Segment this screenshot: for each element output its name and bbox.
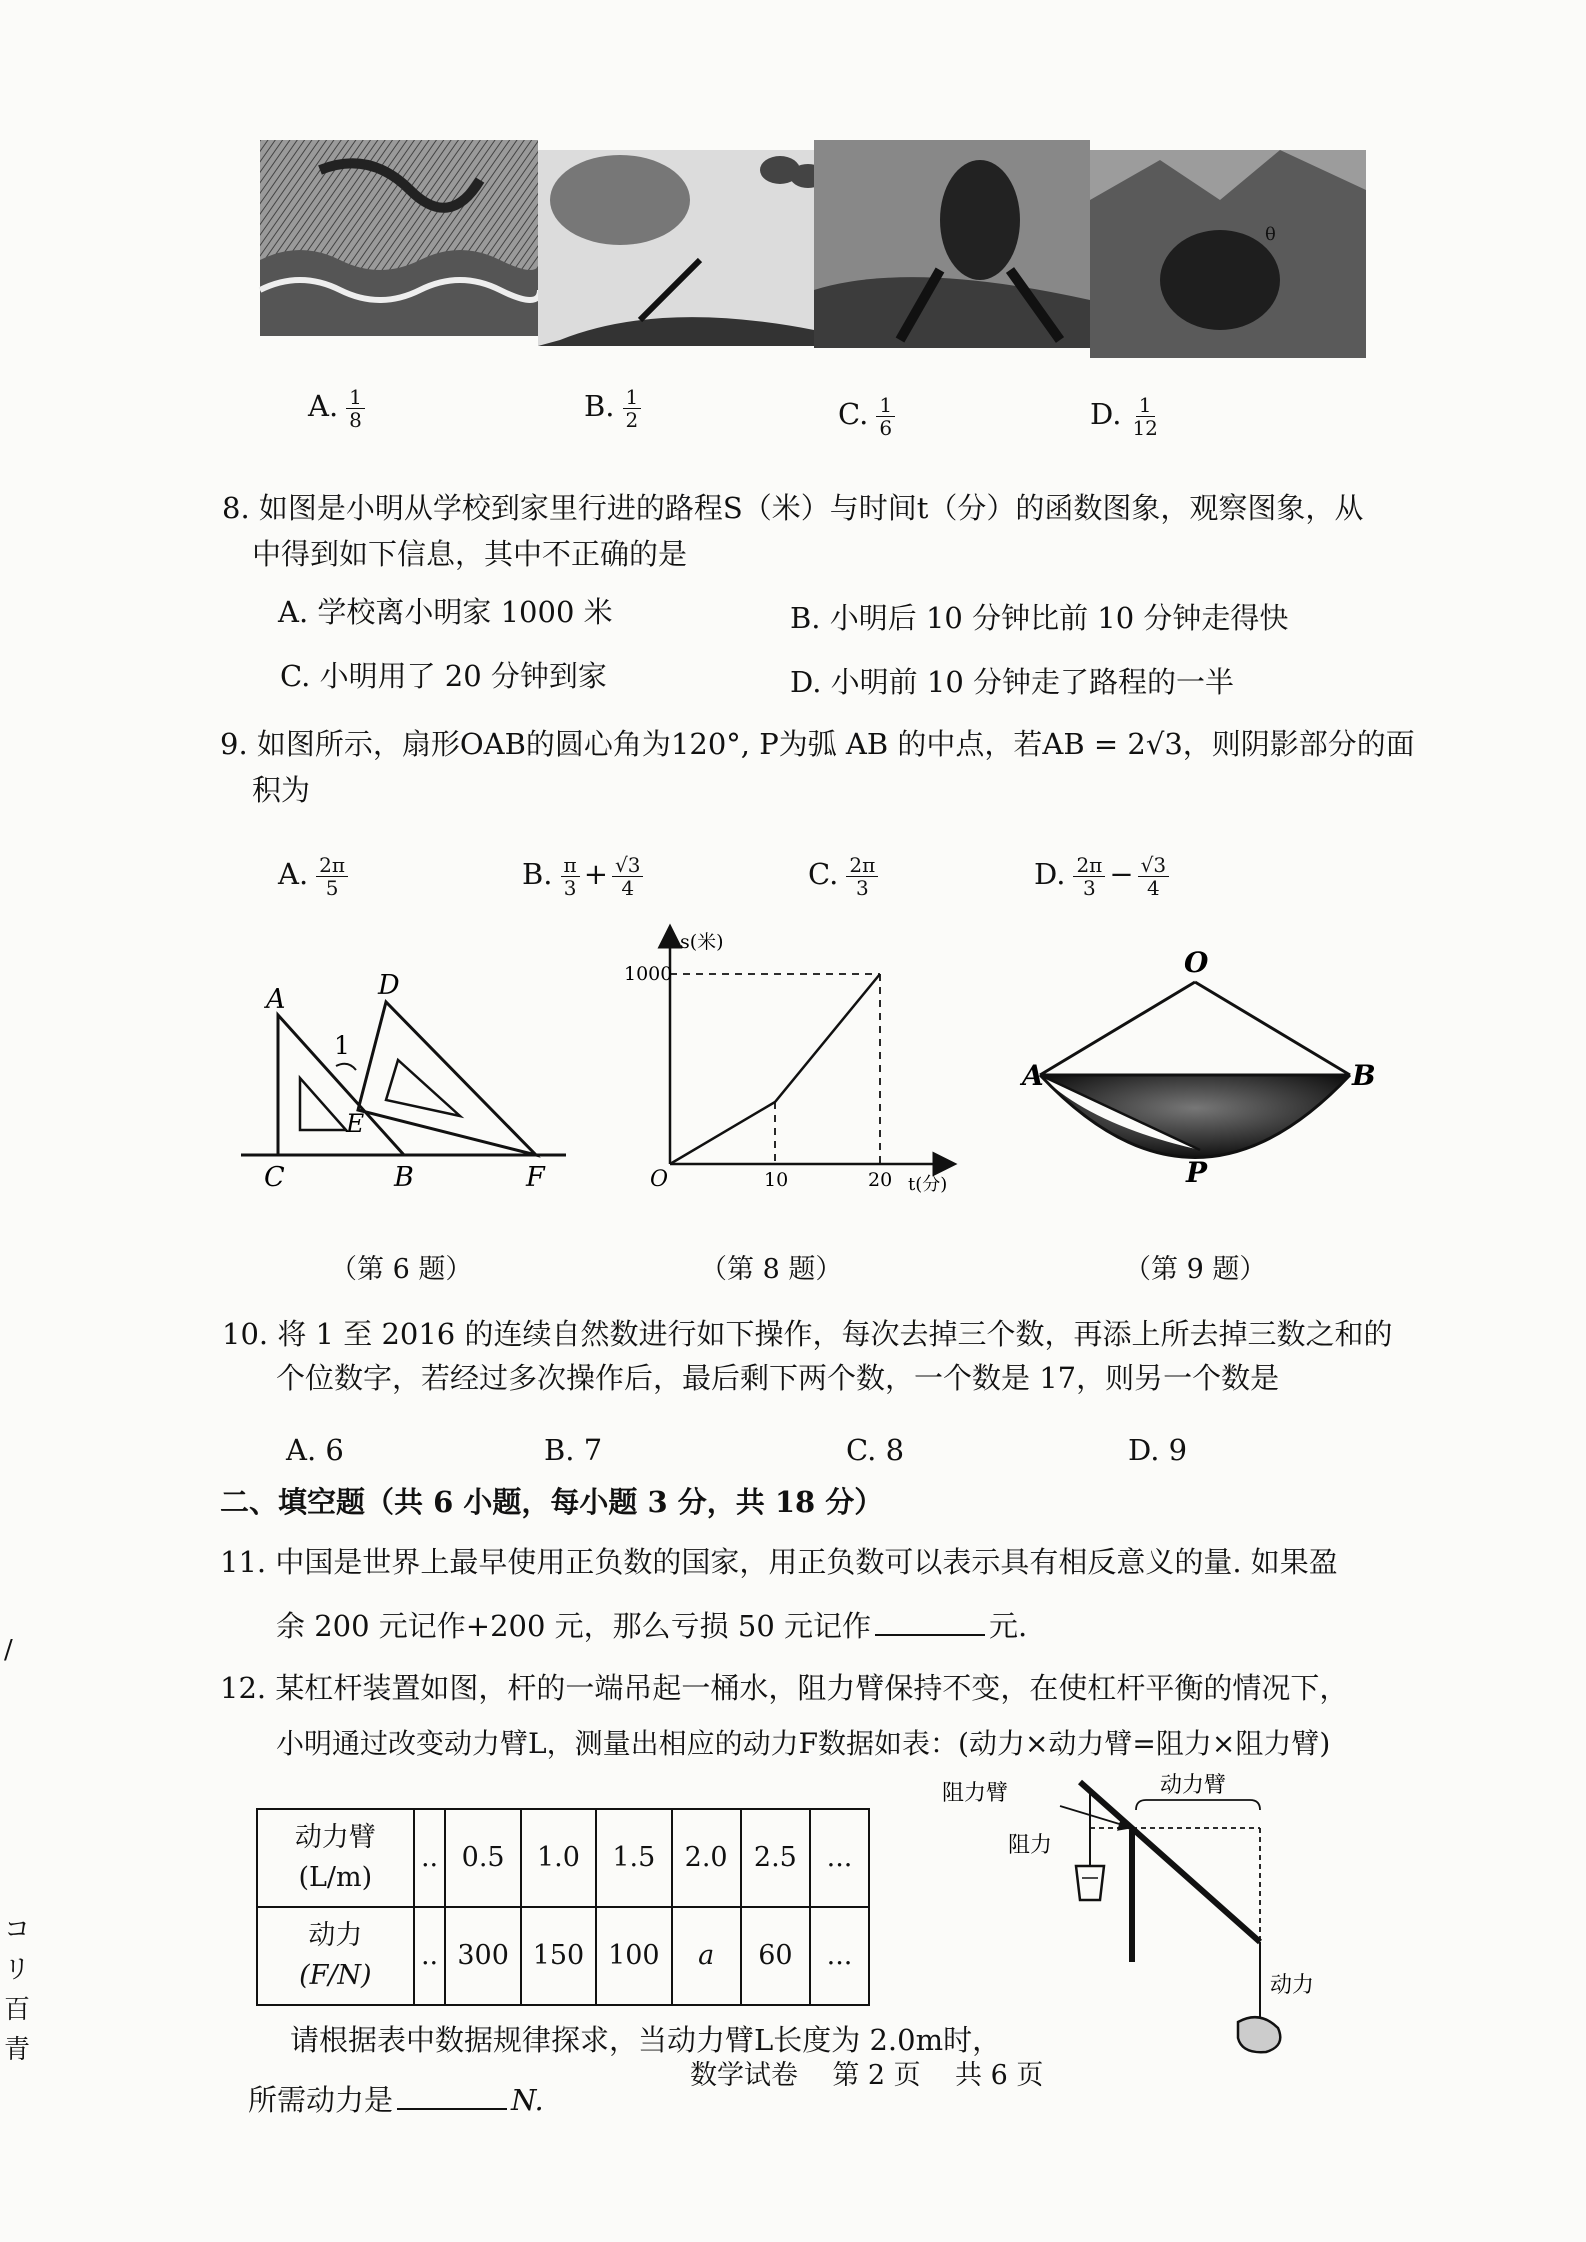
table-cell: 1.5	[596, 1809, 671, 1907]
fig9-label-a: A	[1022, 1059, 1044, 1092]
q10-option-a: A. 6	[286, 1433, 344, 1467]
q9-option-c: C. $\frac{2\pi}{3}$	[808, 852, 878, 899]
fig6-label-d: D	[378, 970, 400, 1001]
fig6-label-e: E	[346, 1109, 365, 1138]
table-header-arm: 动力臂 (L/m)	[257, 1809, 414, 1907]
q12-stem-line4: 所需动力是 N.	[248, 2083, 544, 2117]
fig9-label-p: P	[1186, 1156, 1208, 1189]
figure-6-triangles	[236, 960, 576, 1200]
lever-label-power-arm: 动力臂	[1160, 1773, 1227, 1798]
q10-option-d: D. 9	[1128, 1433, 1188, 1467]
q12-stem-line1: 12. 某杠杆装置如图，杆的一端吊起一桶水，阻力臂保持不变，在使杠杆平衡的情况下，	[220, 1671, 1349, 1705]
panel-archer-suns	[538, 150, 826, 346]
figure-6-caption: （第 6 题）	[330, 1254, 473, 1285]
q9-stem-line1: 9. 如图所示，扇形OAB的圆心角为120°, P为弧 AB 的中点，若AB = 2√3，则阴影部分的面	[220, 727, 1415, 761]
lever-label-resist-arm: 阻力臂	[942, 1781, 1009, 1806]
table-cell: ..	[414, 1809, 446, 1907]
fig8-y-tick: 1000	[624, 963, 673, 985]
q12-answer-blank[interactable]	[397, 2082, 507, 2110]
margin-mark: /	[4, 1635, 13, 1665]
q12-stem-line3: 请根据表中数据规律探求，当动力臂L长度为 2.0m时，	[290, 2023, 1002, 2057]
left-margin-marks	[4, 1630, 34, 2070]
table-cell: 100	[596, 1907, 671, 2005]
margin-mark: コ	[4, 1915, 31, 1945]
q8-stem-line1: 8. 如图是小明从学校到家里行进的路程S（米）与时间t（分）的函数图象，观察图象，从	[222, 491, 1364, 525]
fig6-label-f: F	[526, 1162, 545, 1193]
fig6-label-a: A	[266, 984, 286, 1015]
table-cell: ...	[810, 1907, 869, 2005]
q8-option-c: C. 小明用了 20 分钟到家	[280, 659, 607, 693]
table-row-force	[257, 1907, 869, 2005]
fig9-label-o: O	[1184, 946, 1209, 979]
q7-option-d: D. $\frac{1}{12}$	[1090, 392, 1158, 440]
figure-9-caption: （第 9 题）	[1124, 1254, 1267, 1285]
q12-stem-line2: 小明通过改变动力臂L，测量出相应的动力F数据如表：(动力×动力臂=阻力×阻力臂)	[276, 1727, 1331, 1760]
svg-text:θ: θ	[1265, 224, 1276, 245]
q10-option-c: C. 8	[846, 1433, 905, 1467]
table-header-force: 动力 (F/N)	[257, 1907, 414, 2005]
panel-mountain-figure	[1090, 150, 1366, 358]
margin-mark: リ	[4, 1955, 31, 1985]
figure-8-caption: （第 8 题）	[700, 1254, 843, 1285]
page-footer: 数学试卷 第 2 页 共 6 页	[690, 2060, 1044, 2091]
table-cell: a	[672, 1907, 741, 2005]
lever-figure	[940, 1770, 1320, 2060]
fig9-label-b: B	[1352, 1059, 1376, 1092]
table-cell: ..	[414, 1907, 446, 2005]
q11-stem-line1: 11. 中国是世界上最早使用正负数的国家，用正负数可以表示具有相反意义的量. 如果盈	[220, 1545, 1338, 1579]
q8-stem-line2: 中得到如下信息，其中不正确的是	[252, 537, 688, 571]
margin-mark: 青	[4, 2035, 31, 2065]
q9-option-d: D. $\frac{2\pi}{3}$ − $\frac{√3}{4}$	[1034, 852, 1169, 899]
table-cell: 0.5	[445, 1809, 520, 1907]
lever-label-power: 动力	[1270, 1973, 1315, 1998]
fig8-x-tick-20: 20	[868, 1169, 893, 1191]
fig8-x-tick-10: 10	[764, 1169, 789, 1191]
q8-option-d: D. 小明前 10 分钟走了路程的一半	[790, 665, 1234, 699]
table-cell: 60	[741, 1907, 810, 2005]
fig8-y-label: s(米)	[680, 931, 724, 953]
q11-stem-line2: 余 200 元记作+200 元，那么亏损 50 元记作 元.	[276, 1609, 1028, 1643]
table-cell: 2.0	[672, 1809, 741, 1907]
panel-giant-walker	[814, 140, 1090, 348]
table-cell: 2.5	[741, 1809, 810, 1907]
table-cell: ...	[810, 1809, 869, 1907]
table-cell: 300	[445, 1907, 520, 2005]
q8-option-b: B. 小明后 10 分钟比前 10 分钟走得快	[790, 601, 1289, 635]
q7-option-b: B. $\frac{1}{2}$	[584, 384, 641, 431]
fig6-label-c: C	[264, 1162, 285, 1193]
q9-option-a: A. $\frac{2\pi}{5}$	[278, 852, 348, 899]
q8-option-a: A. 学校离小明家 1000 米	[278, 595, 613, 629]
q10-option-b: B. 7	[544, 1433, 603, 1467]
q10-stem-line1: 10. 将 1 至 2016 的连续自然数进行如下操作，每次去掉三个数，再添上所去掉三数之和的	[222, 1317, 1393, 1351]
section-2-heading: 二、填空题（共 6 小题，每小题 3 分，共 18 分）	[220, 1485, 884, 1519]
q12-data-table	[256, 1808, 870, 2006]
fig6-label-b: B	[394, 1162, 414, 1193]
table-row-arm	[257, 1809, 869, 1907]
table-cell: 150	[521, 1907, 596, 2005]
fig8-x-label: t(分)	[908, 1174, 948, 1195]
q7-option-a: A. $\frac{1}{8}$	[308, 384, 365, 431]
fig6-label-1: 1	[334, 1031, 350, 1060]
q10-stem-line2: 个位数字，若经过多次操作后，最后剩下两个数，一个数是 17，则另一个数是	[276, 1361, 1280, 1395]
q7-option-c: C. $\frac{1}{6}$	[838, 392, 895, 439]
margin-mark: 百	[4, 1995, 31, 2025]
figure-9-sector	[1020, 946, 1380, 1200]
table-cell: 1.0	[521, 1809, 596, 1907]
panel-dragon-waves	[260, 140, 540, 336]
figure-8-graph	[624, 924, 960, 1195]
lever-label-resist: 阻力	[1008, 1833, 1053, 1858]
story-illustration-strip	[260, 140, 1366, 358]
q9-option-b: B. $\frac{\pi}{3}$ + $\frac{√3}{4}$	[522, 852, 643, 899]
q9-stem-line2: 积为	[252, 773, 311, 807]
fig8-origin: O	[650, 1167, 669, 1192]
q11-answer-blank[interactable]	[875, 1608, 985, 1636]
